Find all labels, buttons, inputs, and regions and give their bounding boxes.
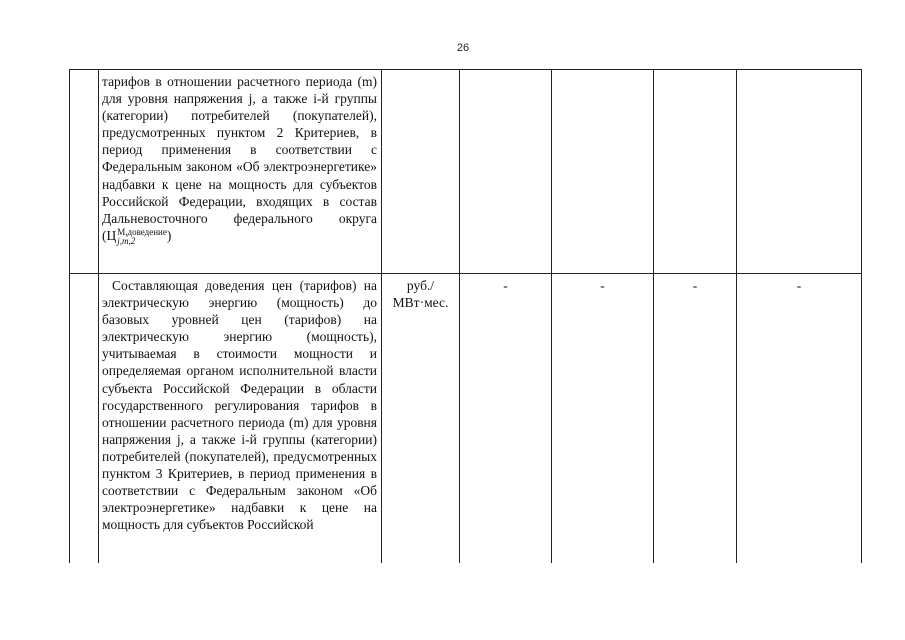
unit-cell <box>382 274 460 564</box>
formula-scripts <box>117 228 167 246</box>
unit-text <box>382 70 459 73</box>
unit-line: руб./ <box>406 278 435 293</box>
number-cell <box>70 274 99 564</box>
value-cell <box>460 70 552 274</box>
value-text: - <box>796 278 802 293</box>
number-cell <box>70 70 99 274</box>
unit-line: МВт·мес. <box>392 295 449 310</box>
value-cell <box>654 70 737 274</box>
row-description <box>99 70 381 246</box>
value-cell <box>552 274 654 564</box>
value-cell <box>654 274 737 564</box>
page-number: 26 <box>456 42 470 54</box>
tariff-table <box>69 69 862 563</box>
row-description: Составляющая доведения цен (тарифов) на электрическую энергию (мощность) до базовых уровней цен (тарифов) на электрическую энергию (мощность), учитываемая в стоимости мощности и определяемая органом исполнительной власти субъекта Российской Федерации в области государственного регулирования тарифов в отношении расчетного периода (m) для уровня напряжения j, а также i-й группы (категории) потребителей (покупателей), предусмотренных пунктом 3 Критериев, в период применения в соответствии с Федеральным законом «Об электроэнергетике» надбавки к цене на мощность для субъектов Российской <box>102 278 377 533</box>
table-row <box>70 274 862 564</box>
formula-symbol <box>102 227 171 246</box>
value-cell <box>737 70 862 274</box>
formula-open: (Ц <box>102 227 117 243</box>
value-text <box>460 70 551 73</box>
value-text <box>737 70 861 73</box>
description-cell <box>99 274 382 564</box>
value-text: - <box>600 278 605 293</box>
value-cell <box>737 274 862 564</box>
description-cell <box>99 70 382 274</box>
value-text: - <box>692 278 698 293</box>
unit-text <box>382 274 459 311</box>
value-text <box>552 70 653 73</box>
value-text <box>654 70 736 73</box>
formula-subscript: j,m,2 <box>117 235 136 246</box>
unit-cell <box>382 70 460 274</box>
formula-close: ) <box>166 227 172 243</box>
value-cell <box>460 274 552 564</box>
value-text: - <box>503 278 508 293</box>
description-text: тарифов в отношении расчетного периода (m) для уровня напряжения j, а также i-й группы (категории) потребителей (покупателей), предусмотренных пунктом 2 Критериев, в период применения в соответствии с Федеральным законом «Об электроэнергетике» надбавки к цене на мощность для субъектов Российской Федерации, входящих в состав Дальневосточного федерального округа <box>102 74 377 226</box>
formula-superscript: М,доведение <box>117 226 167 237</box>
table-row <box>70 70 862 274</box>
value-cell <box>552 70 654 274</box>
